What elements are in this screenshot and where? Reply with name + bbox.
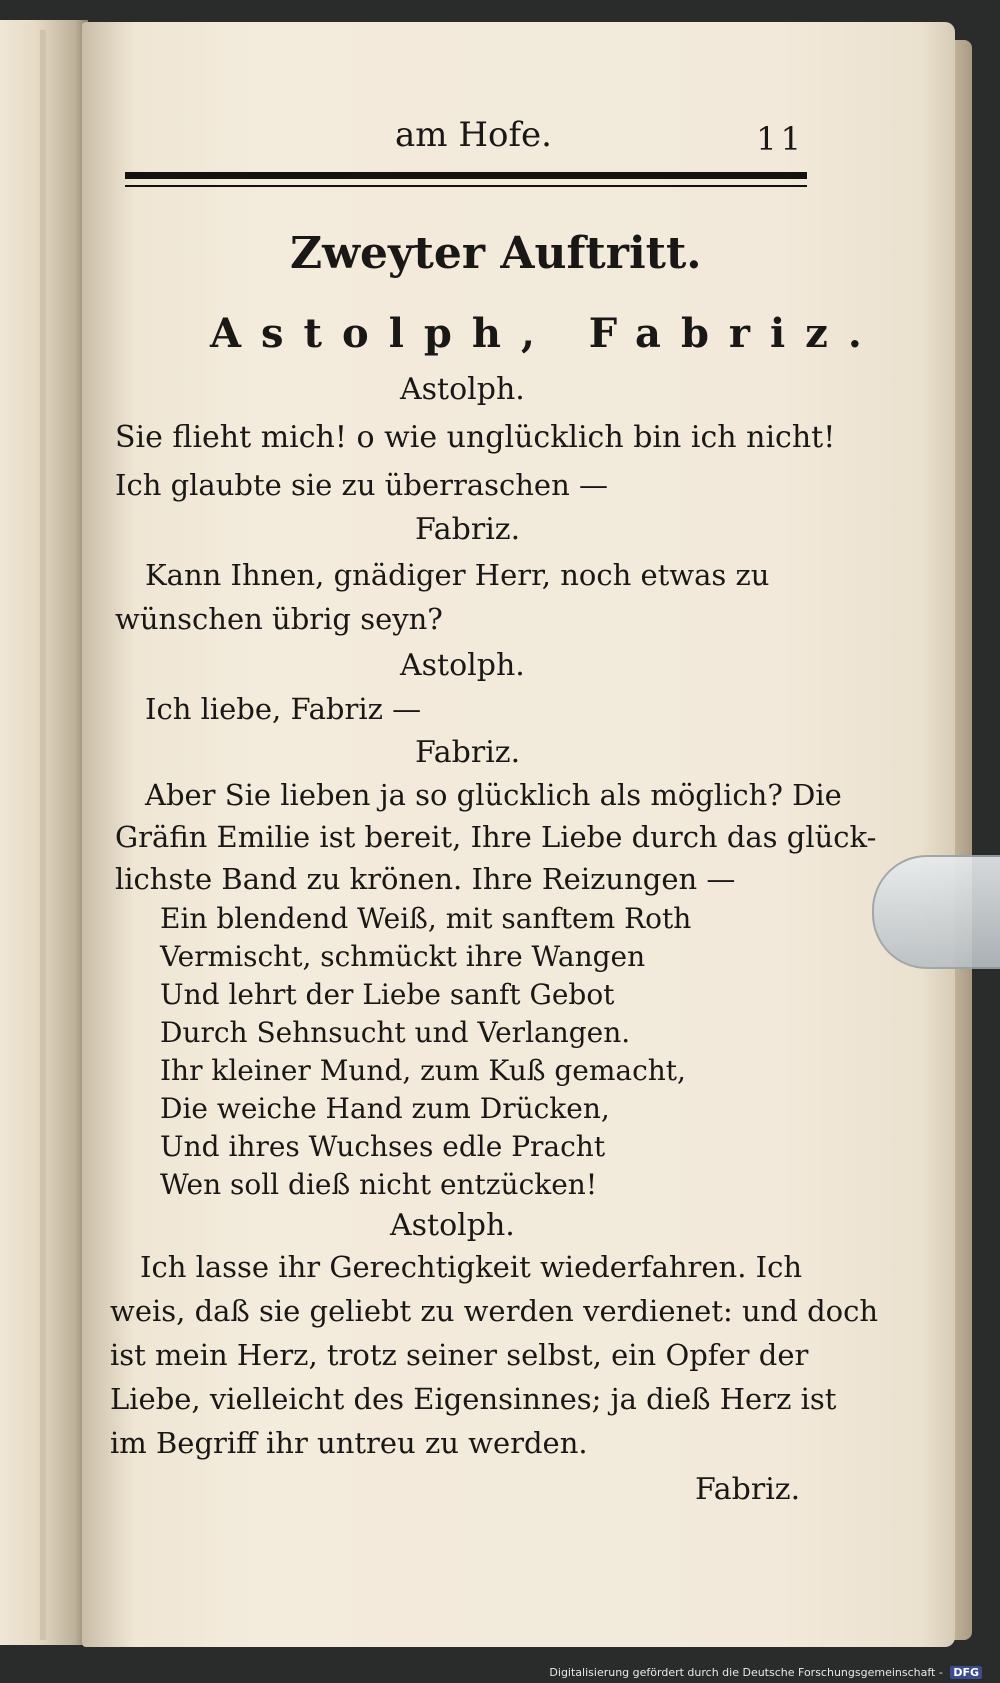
dialogue-line: wünschen übrig seyn?	[115, 602, 443, 636]
dialogue-line: Sie flieht mich! o wie unglücklich bin ich nicht!	[115, 420, 836, 455]
dialogue-line: lichste Band zu krönen. Ihre Reizungen —	[115, 862, 736, 896]
speaker-label: Astolph.	[400, 372, 525, 407]
dialogue-line: weis, daß sie geliebt zu werden verdienet: und doch	[110, 1294, 879, 1328]
dialogue-line: Ich liebe, Fabriz —	[145, 692, 422, 726]
dialogue-line: im Begriff ihr untreu zu werden.	[110, 1426, 588, 1460]
credit-text: Digitalisierung gefördert durch die Deutsche Forschungsgemeinschaft -	[549, 1666, 943, 1679]
verse-line: Durch Sehnsucht und Verlangen.	[160, 1016, 631, 1049]
header-rule-thin	[125, 185, 807, 187]
verse-line: Vermischt, schmückt ihre Wangen	[160, 940, 646, 973]
scene-title: Zweyter Auftritt.	[290, 228, 702, 279]
verse-line: Ihr kleiner Mund, zum Kuß gemacht,	[160, 1054, 686, 1087]
verse-line: Und ihres Wuchses edle Pracht	[160, 1130, 606, 1163]
dialogue-line: Ich glaubte sie zu überraschen —	[115, 468, 608, 502]
dialogue-line: Liebe, vielleicht des Eigensinnes; ja dieß Herz ist	[110, 1382, 837, 1416]
dialogue-line: Kann Ihnen, gnädiger Herr, noch etwas zu	[145, 558, 770, 592]
speaker-label: Fabriz.	[695, 1472, 801, 1507]
left-page-edge	[40, 30, 46, 1640]
speaker-label: Fabriz.	[415, 512, 521, 547]
digitization-credit	[549, 1666, 982, 1679]
verse-line: Und lehrt der Liebe sanft Gebot	[160, 978, 615, 1011]
dialogue-line: ist mein Herz, trotz seiner selbst, ein Opfer der	[110, 1338, 809, 1372]
dfg-logo-icon: DFG	[950, 1666, 982, 1679]
speaker-label: Astolph.	[390, 1208, 515, 1243]
speaker-label: Astolph.	[400, 648, 525, 683]
verse-line: Wen soll dieß nicht entzücken!	[160, 1168, 598, 1201]
running-head: am Hofe.	[395, 115, 552, 155]
dialogue-line: Aber Sie lieben ja so glücklich als möglich? Die	[145, 778, 842, 812]
dialogue-line: Ich lasse ihr Gerechtigkeit wiederfahren. Ich	[140, 1250, 803, 1284]
page-number: 11	[756, 120, 805, 158]
dialogue-line: Gräfin Emilie ist bereit, Ihre Liebe durch das glück-	[115, 820, 877, 854]
header-rule-thick	[125, 172, 807, 179]
page-header	[125, 115, 805, 165]
verse-line: Die weiche Hand zum Drücken,	[160, 1092, 610, 1125]
page-clip-tab	[872, 855, 1000, 969]
verse-line: Ein blendend Weiß, mit sanftem Roth	[160, 902, 692, 935]
cast-list: Astolph, Fabriz.	[210, 310, 882, 357]
speaker-label: Fabriz.	[415, 735, 521, 770]
